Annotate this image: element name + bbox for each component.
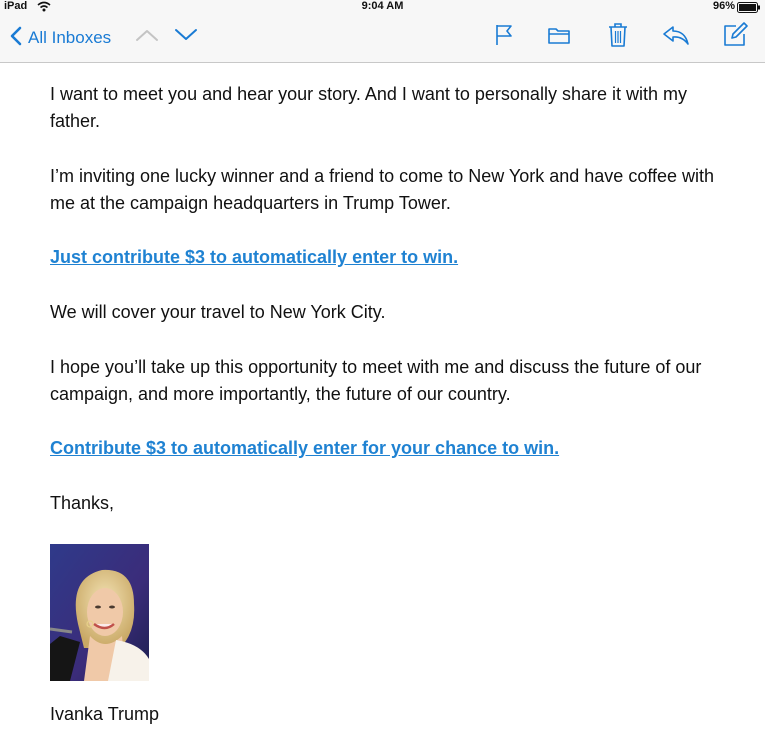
flag-button[interactable] [489,22,519,52]
contribute-link[interactable]: Just contribute $3 to automatically enter to win. [50,247,459,267]
mail-toolbar [0,14,765,63]
reply-button[interactable] [661,22,691,52]
next-message-button[interactable] [171,22,201,52]
contribute-link-2-wrapper [50,435,740,462]
reply-icon [662,24,690,51]
device-name: iPad [4,0,28,12]
folder-icon [547,25,571,50]
signature-photo [50,544,149,681]
trash-icon [607,22,629,53]
previous-message-button[interactable] [132,22,162,52]
email-paragraph: We will cover your travel to New York City. [50,302,386,322]
flag-icon [494,23,514,52]
move-to-folder-button[interactable] [544,22,574,52]
status-bar [0,0,765,14]
email-paragraph: I hope you’ll take up this opportunity to meet with me and discuss the future of our campaign, and more importantly, the future of our country. [50,357,702,404]
compose-icon [722,22,748,53]
email-signature: Ivanka Trump [50,704,160,724]
email-paragraph: I’m inviting one lucky winner and a friend to come to New York and have coffee with me at the campaign headquarters in Trump Tower. [50,166,715,213]
compose-button[interactable] [720,22,750,52]
back-button-label: All Inboxes [28,28,112,47]
email-paragraph: I want to meet you and hear your story. And I want to personally share it with my father. [50,84,687,131]
contribute-chance-link[interactable]: Contribute $3 to automatically enter for your chance to win. [50,438,560,458]
clock: 9:04 AM [361,0,404,12]
chevron-down-icon [174,28,198,47]
chevron-up-icon [135,28,159,47]
trash-button[interactable] [603,22,633,52]
contribute-link-1-wrapper [50,244,740,271]
email-closing: Thanks, [50,493,115,513]
back-button-all-inboxes[interactable] [10,24,111,52]
chevron-left-icon [10,26,22,51]
battery-percentage: 96% [712,0,735,12]
